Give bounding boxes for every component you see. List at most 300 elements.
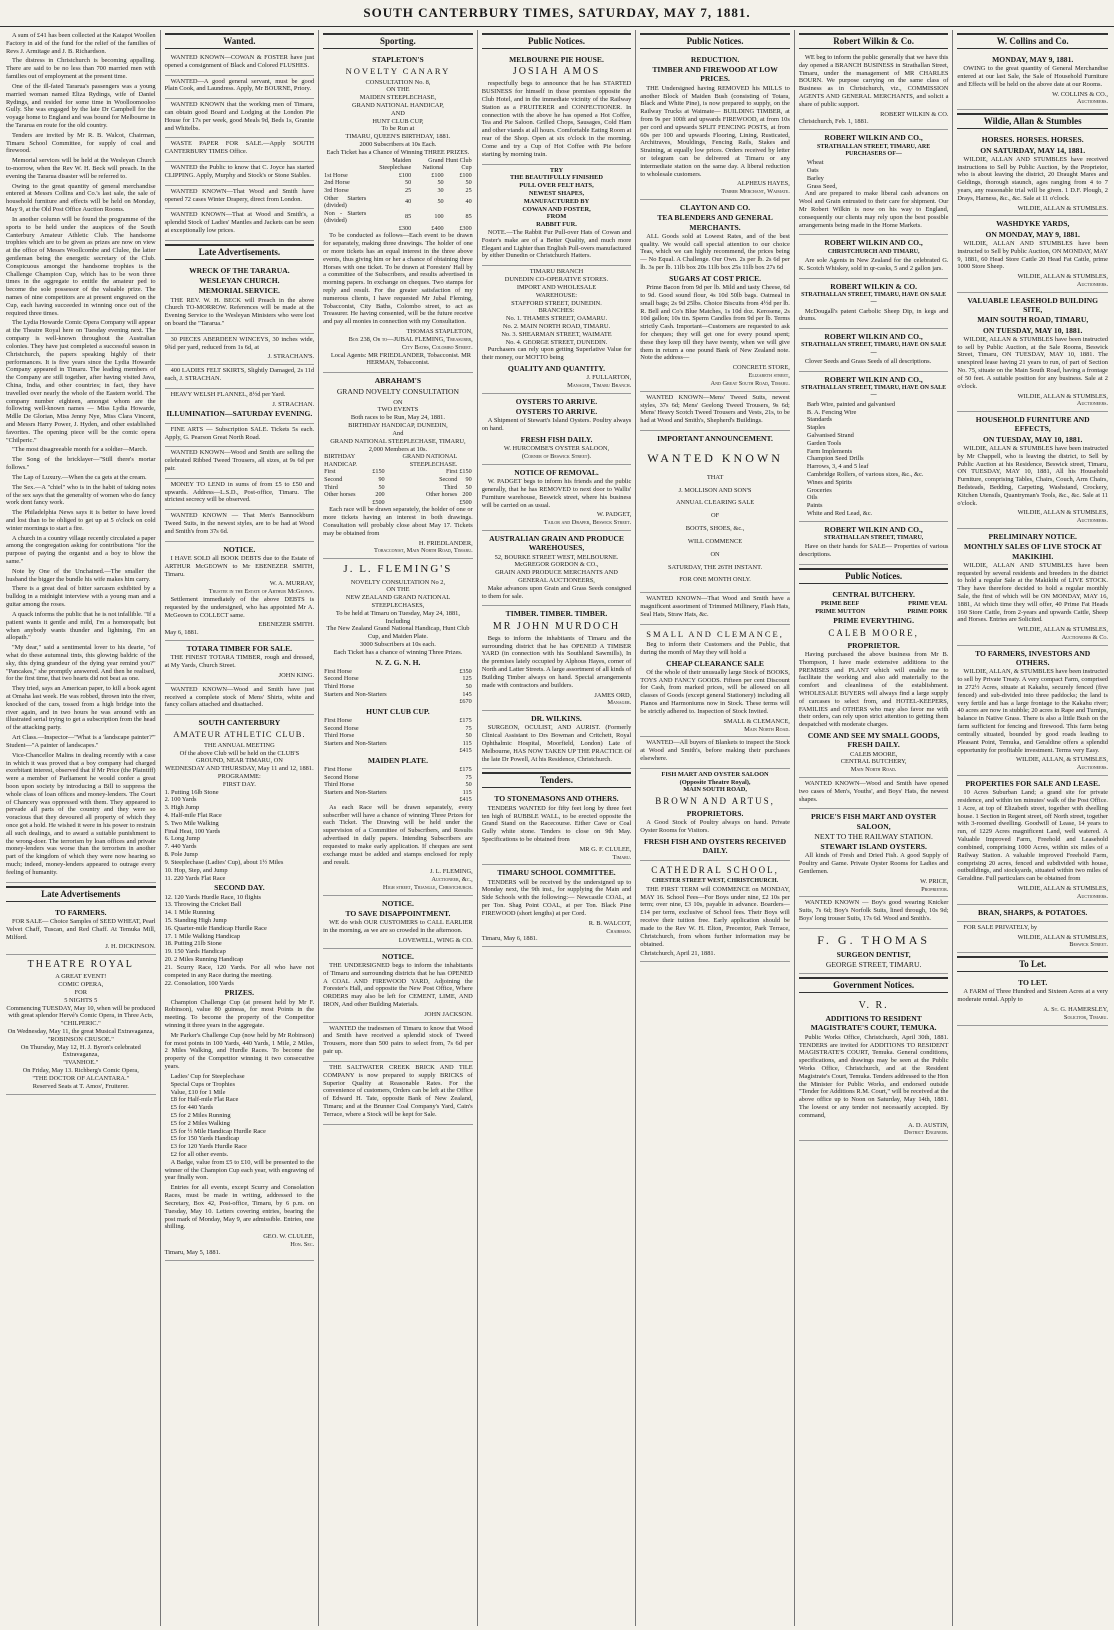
ad-line: Including bbox=[385, 617, 411, 625]
ad-signature: Main North Road. bbox=[850, 766, 897, 774]
ad-subheading: FRESH FISH AND OYSTERS RECEIVED DAILY. bbox=[643, 837, 787, 856]
ad-date: ON MONDAY, MAY 9, 1881. bbox=[985, 229, 1080, 239]
ad-line: White and Red Lead, &c. bbox=[806, 510, 873, 518]
ad-signature: JAMES ORD, bbox=[594, 691, 632, 699]
table-row bbox=[323, 698, 473, 706]
table-cell: Starters and Non-Starters bbox=[324, 739, 387, 747]
ad-line: J. MOLLISON AND SON'S bbox=[678, 486, 752, 494]
ad-tender-school-committee bbox=[482, 865, 632, 947]
ad-fine-arts bbox=[165, 424, 315, 448]
ad-line: FROM bbox=[546, 213, 567, 221]
ad-signature: WILDIE, ALLAN, & STUMBLES, bbox=[1016, 756, 1108, 764]
ad-subheading: GEORGE STREET, TIMARU. bbox=[825, 959, 922, 969]
ad-body: SURGEON, OCULIST, AND AURIST. (Formerly Clinical Assistant to Drs Bowman and Critchett, Royal Ophthalmic Hospital, Moorfield, London) Late of Melbourne, HAS NOW TAKEN UP THE PRACTICE Of the late Dr Powell, At his Residence, Christchurch. bbox=[481, 724, 632, 763]
ad-body: ALL Goods sold at Lowest Rates, and of the best quality. We would call special attention to our choice Teas, which we can highly recommend, the prices being— No Equal. A Challenge. Our Own. 2s per lb. 2s 6d per lb. 3s per lb. 11lb box 20s 11lb box 25s 11lb box 27s 6d bbox=[640, 232, 790, 272]
ad-lines bbox=[640, 771, 790, 794]
ad-body: WILDIE, ALLAN AND STUMBLES have been requested by several residents and breeders in the district to hold a regular Sale at the Makikihi of LIVE STOCK. They have therefore decided to hold a regular monthly Sale, the first of which will be ON MONDAY, MAY 16, 1881, At which time they will offer, 40 Prime Fat Heads 160 Store Cattle, from 2-years and upwards Cattle, Sheep and Horses. Entries are Solicited. bbox=[957, 561, 1108, 624]
ad-body: WANTED KNOWN—That Wood and Smith have opened 72 cases Winter Drapery, direct from London. bbox=[164, 187, 315, 203]
ad-line: BOOTS, SHOES, &c., bbox=[685, 525, 745, 533]
table-cell: 40 bbox=[465, 198, 472, 206]
ad-body: Clover Seeds and Grass Seeds of all descriptions. bbox=[804, 358, 932, 366]
ad-welsh-flannel bbox=[165, 389, 315, 424]
ad-line: BIRTHDAY HANDICAP, DUNEDIN, bbox=[348, 422, 448, 430]
ad-knicker-suits bbox=[799, 897, 949, 928]
ad-line: AND bbox=[390, 109, 405, 117]
ad-melbourne-pie-house bbox=[482, 52, 632, 165]
ad-line: RABBIT FUR. bbox=[536, 221, 577, 229]
ad-signature: Chairman. bbox=[606, 927, 632, 935]
ad-line: 11. 220 Yards Flat Race bbox=[164, 874, 226, 882]
ad-heading: WRECK OF THE TARARUA. bbox=[189, 265, 290, 275]
ad-date: Timaru, May 5, 1881. bbox=[164, 1248, 221, 1256]
ad-line: On Wednesday, May 11, the great Musical Extravaganza, bbox=[7, 1028, 154, 1036]
table-cell: 115 bbox=[462, 739, 472, 747]
table-row bbox=[323, 691, 473, 699]
column-3 bbox=[319, 30, 478, 1626]
ad-line: Farm Implements bbox=[806, 447, 853, 455]
ad-line: No. 3. SHEARMAN STREET, WAIMATE bbox=[501, 330, 612, 338]
ad-signature: A. D. AUSTIN, bbox=[908, 1121, 949, 1129]
ad-signature: Auctioneers. bbox=[1076, 98, 1108, 106]
section-header-tenders: Tenders. bbox=[482, 772, 632, 788]
table-cell: 200 bbox=[375, 491, 385, 499]
ad-body: A Badge, value from £5 to £10, will be presented to the winner of the Champion Cup each year, with engraving of year finally won. bbox=[164, 1158, 315, 1182]
ad-heading: MELBOURNE PIE HOUSE. bbox=[509, 54, 604, 64]
ad-title: V. R. bbox=[858, 1000, 889, 1011]
ad-notice-of-removal bbox=[482, 465, 632, 531]
ad-line: 13. Throwing the Cricket Ball bbox=[164, 901, 242, 909]
ad-signature: Solicitor, Timaru. bbox=[1063, 1013, 1108, 1021]
ad-subheading: TIMBER AND FIREWOOD AT LOW PRICES. bbox=[652, 65, 778, 84]
ad-heading: WASHDYKE YARDS, bbox=[996, 219, 1070, 229]
news-paragraph: Memorial services will be held at the Wesleyan Church to-morrow, when the Rev W. H. Beck will preach. In the evening the Tararua disaster will be referred to. bbox=[6, 157, 156, 180]
ad-title: CALEB MOORE, bbox=[828, 627, 919, 638]
ad-small-clemance bbox=[640, 625, 790, 738]
ad-household-furniture bbox=[957, 412, 1108, 529]
ad-line: Of the above Club will be held on the CLUB'S GROUND, NEAR TIMARU, ON bbox=[179, 749, 300, 765]
table-row bbox=[323, 468, 473, 476]
ad-body: Having purchased the above business from Mr B. Thompson, I have made extensive additions to the PREMISES and PLANT which will enable me to facilitate the working and also add materially to the comfort and cleanliness of the establishment. WHOLESALE BUYERS will always find a large supply of carcases to select from, and HOTEL-KEEPERS, FAMILIES and OTHERS who may also favor me with their orders, can rely upon strict attention to getting them despatched with moderate charges. bbox=[798, 650, 949, 729]
ad-line: NEW ZEALAND GRAND NATIONAL STEEPLECHASES, bbox=[345, 594, 451, 609]
ad-horses-sale bbox=[957, 132, 1108, 216]
section-header-public-notices: Public Notices. bbox=[799, 568, 949, 584]
newspaper-columns bbox=[2, 30, 1112, 1626]
table-cell: 25 bbox=[405, 186, 412, 194]
ad-date: Christchurch, April 21, 1881. bbox=[640, 950, 716, 958]
table-row bbox=[323, 789, 473, 797]
ad-signature: THOMAS STAPLETON, bbox=[406, 328, 473, 336]
section-header-late-advertisements: Late Advertisements bbox=[6, 886, 156, 902]
ad-shirts bbox=[165, 684, 315, 715]
ad-line: ON THE bbox=[386, 86, 410, 94]
ad-mollison-sale bbox=[640, 431, 790, 593]
ad-line: WEDNESDAY AND THURSDAY, May 11 and 12, 1881. bbox=[165, 765, 314, 773]
table-cell: 50 bbox=[465, 683, 472, 691]
ad-heading: TIMBER. TIMBER. TIMBER. bbox=[505, 609, 608, 619]
table-cell: 30 bbox=[437, 186, 444, 194]
table-cell: 3rd Horse bbox=[324, 186, 349, 194]
ad-title: MR JOHN MURDOCH bbox=[492, 620, 621, 632]
ad-line: FISH MART AND OYSTER SALOON bbox=[661, 770, 769, 778]
ad-fleming-consultation bbox=[323, 559, 473, 896]
ad-body: Beg to inform their Customers and the Public, that during the month of May they will hold a bbox=[640, 640, 790, 656]
ad-winceys bbox=[165, 334, 315, 365]
ad-body: Make advances upon Grain and Grass Seeds consigned to them for sale. bbox=[481, 584, 632, 600]
ad-heading: TIMARU SCHOOL COMMITTEE. bbox=[497, 868, 616, 878]
table-cell: 200 bbox=[462, 491, 472, 499]
table-row bbox=[323, 774, 473, 782]
ad-line: Each Ticket has a Chance of Winning THREE PRIZES. bbox=[326, 148, 470, 156]
table-row bbox=[323, 491, 473, 499]
ad-line: NEWEST SHAPES, bbox=[528, 189, 585, 197]
table-cell bbox=[323, 747, 445, 755]
ad-line: COWAN AND FOSTER, bbox=[522, 205, 591, 213]
ad-signature: J. L. FLEMING, bbox=[429, 868, 473, 876]
ad-line: And bbox=[392, 429, 404, 437]
ad-wilkin-properties bbox=[799, 522, 949, 565]
ad-heading: IMPORTANT ANNOUNCEMENT. bbox=[657, 433, 773, 443]
ad-body: WANTED the tradesmen of Timaru to know that Wood and Smith have received a splendid stock of Tweed Trousers, more than 500 pairs to select from, 7s 6d per pair up. bbox=[323, 1024, 473, 1056]
table-cell: 40 bbox=[405, 198, 412, 206]
ad-date: ON TUESDAY, MAY 10, 1881. bbox=[983, 434, 1083, 444]
ad-mens-suits bbox=[640, 392, 790, 431]
ad-title: AMATEUR ATHLETIC CLUB. bbox=[173, 729, 306, 740]
ad-line: No. 1. THAMES STREET, OAMARU. bbox=[505, 315, 608, 323]
ad-body: Local Agents: MR FRIEDLANDER, Tobacconist. MR HERMAN, Tobacconist. bbox=[330, 351, 472, 367]
ad-line: COMIC OPERA, bbox=[58, 981, 104, 989]
table-row bbox=[323, 187, 473, 195]
table-cell: Other Starters (divided) bbox=[324, 194, 367, 210]
ad-heading: TO FARMERS, INVESTORS AND OTHERS. bbox=[975, 648, 1091, 668]
ad-line: 1. Putting 16lb Stone bbox=[164, 788, 219, 796]
ad-line: BRANCHES: bbox=[538, 307, 575, 315]
ad-subheading: COME AND SEE MY SMALL GOODS, FRESH DAILY. bbox=[807, 731, 940, 750]
ad-heading: TO FARMERS. bbox=[54, 907, 107, 917]
ad-body: OWING to the great quantity of General Merchandise entered at our last Sale, the Sale of Household Furniture and Effects will be held on the above date at our Rooms. bbox=[957, 65, 1108, 88]
table-cell: Third Horse bbox=[324, 732, 355, 740]
ad-millinery bbox=[640, 593, 790, 624]
ad-line: "ROBINSON CRUSOE." bbox=[47, 1035, 114, 1043]
ad-signature: J. H. DICKINSON. bbox=[105, 943, 156, 951]
table-cell: 2nd Horse bbox=[324, 179, 350, 187]
ad-subheading: PRIZES. bbox=[224, 988, 255, 998]
ad-body: WANTED KNOWN—COWAN & FOSTER have just opened a consignment of Black and Colored FLUSHES. bbox=[164, 53, 315, 69]
ad-body: WANTED KNOWN — Boy's good wearing Knicker Suits, 7s 6d; Boy's Norfolk Suits, lined through, 10s 9d; Boys' long trouser Suits, 17s 6d. Wood and Smith's. bbox=[798, 899, 949, 923]
ad-signature: Hon. Sec. bbox=[290, 1240, 315, 1248]
table-row bbox=[323, 796, 473, 804]
ad-line: ON THE bbox=[386, 586, 410, 594]
section-header-sporting: Sporting. bbox=[323, 33, 473, 49]
ad-heading: PRELIMINARY NOTICE. bbox=[988, 532, 1077, 541]
table-row bbox=[323, 476, 473, 484]
ad-body: Are sole Agents in New Zealand for the celebrated G. K. Scotch Whiskey, sold in qr-casks, 5 and 2 gallon jars. bbox=[798, 257, 949, 272]
wanted-ad bbox=[165, 76, 315, 100]
ad-line: Both races to be Run, May 24, 1881. bbox=[350, 414, 445, 422]
prize-table bbox=[323, 766, 473, 804]
ad-lines bbox=[799, 159, 949, 190]
ad-line: Wheat bbox=[806, 159, 824, 167]
table-cell: £670 bbox=[459, 698, 472, 706]
ad-body: Entries for all events, except Scurry and Consolation Races, must be made in writing, addressed to the Secretary, Box 42, Post-office, Timaru, by 6 p.m. on Tuesday, May 10. Letters covering entries, bearing the post mark of Monday, May 9, are admissible. Entries, one shilling. bbox=[164, 1184, 315, 1231]
prize-list bbox=[165, 1073, 315, 1159]
table-row bbox=[323, 210, 473, 225]
ad-subheading: N. Z. G. N. H. bbox=[375, 657, 421, 667]
ad-line: GRAND NATIONAL STEEPLECHASE, TIMARU, bbox=[330, 437, 466, 445]
table-cell: £175 bbox=[459, 766, 472, 774]
table-cell: 50 bbox=[437, 198, 444, 206]
news-paragraph: Vice-Chancellor Malins in dealing recently with a case in which it was proved that a boy company had charged exorbitant interest, observed that if Mr Price (the Plaintiff) were a member of Parliament he would confer a great boon upon society by introducing a Bill to suppress the whole class of loan offices and money-lenders. The Court of Chancery was oppressed with them. They appeared to pervade all parts of the country and they were so voracious that they devoured all property of which they once got a hold. He wished it were in his power to restrain all such dealings, and to award a suitable punishment to the wrong-doer. The terrorism by loan offices and private money-lenders was worse than the terrorism in another part of the kingdom of which they were now hearing so much; indeed, money-lenders appeared to outrage every feeling of humanity. bbox=[6, 751, 156, 876]
ad-line: Grass Seed, bbox=[806, 182, 838, 190]
ad-price-fish-mart bbox=[799, 809, 949, 897]
ad-heading: DR. WILKINS. bbox=[531, 714, 582, 724]
ad-line: 52, BOURKE STREET WEST, MELBOURNE. bbox=[494, 553, 619, 561]
ad-heading: TO STONEMASONS AND OTHERS. bbox=[494, 794, 619, 804]
ad-body: Have on their hands for SALE— Properties of various descriptions. bbox=[798, 543, 949, 559]
ad-line: ON bbox=[393, 398, 403, 406]
ad-body: TENDERS WANTED for fifty feet long by three feet ten high of RUBBLE WALL, to be erected opposite the Grand Stand on the Racecourse. Either Cave or Coal Gully white stone. Tenders to close on 9th May. Specifications to be obtained from bbox=[481, 804, 632, 843]
ad-body: A Good Stock of Poultry always on hand. Private Oyster Rooms for Visitors. bbox=[640, 819, 790, 835]
ad-subheading: CHEAP CLEARANCE SALE bbox=[666, 658, 765, 668]
ad-wilkin-purchasers bbox=[799, 130, 949, 235]
ad-bran-potatoes bbox=[957, 905, 1108, 922]
ad-wilkin-seeds bbox=[799, 329, 949, 372]
ad-title: ROBERT WILKIN & CO. bbox=[830, 281, 918, 291]
table-cell: Other horses bbox=[324, 491, 356, 499]
ad-signature: Auctioneers. bbox=[1076, 400, 1108, 408]
ad-subheading: PROPRIETORS. bbox=[686, 809, 744, 819]
table-row bbox=[323, 717, 473, 725]
news-paragraph: "The most disagreeable month for a soldier—March. bbox=[12, 446, 148, 454]
ad-line: NOVELTY CONSULTATION No 2, bbox=[350, 578, 446, 586]
ad-felt-skirts bbox=[165, 365, 315, 389]
ad-line: WAREHOUSE: bbox=[535, 291, 578, 299]
ad-line: Reserved Seats at T. Amos', Fruiterer. bbox=[32, 1082, 129, 1090]
table-cell: Maiden Steeplechase bbox=[379, 156, 412, 172]
ad-government-tender bbox=[799, 996, 949, 1141]
table-cell: 50 bbox=[378, 483, 385, 491]
table-row bbox=[323, 668, 473, 676]
news-paragraph: They tried, says an American paper, to kill a book agent at Omaha last week. He was robbed, thrown into the river, knocked of the cars, tossed from a high bridge into the river again, and in two hours he was around with an illustrated serial trying to get a subscription from the head of the attacking party. bbox=[6, 685, 156, 732]
ad-signature: SMALL & CLEMANCE, bbox=[723, 717, 790, 725]
ad-heading: BRAN, SHARPS, & POTATOES. bbox=[978, 907, 1088, 917]
ad-body: McDougall's patent Carbolic Sheep Dip, in kegs and drums. bbox=[798, 307, 949, 323]
ad-body: FOR SALE— Choice Samples of SEED WHEAT, Pearl Velvet Chaff, Tuscan, and Red Chaff. At Temuka Mill, Milford. bbox=[6, 917, 156, 941]
ad-line: 12. 120 Yards Hurdle Race, 10 flights bbox=[164, 893, 261, 901]
ad-signature: J. FULLARTON, bbox=[586, 374, 632, 382]
ad-line: Cambridge Rollers, of various sizes, &c., &c. bbox=[806, 471, 924, 479]
ad-stapleton-consultation bbox=[323, 52, 473, 373]
table-cell: Third bbox=[324, 483, 338, 491]
ad-notice-disappointment bbox=[323, 896, 473, 949]
ad-ribbed-trousers bbox=[165, 447, 315, 478]
ad-timber-yard bbox=[482, 606, 632, 711]
ad-signature: Auctioneers. bbox=[1076, 764, 1108, 772]
ad-signature: CONCRETE STORE, bbox=[732, 364, 790, 372]
ad-heading: ABRAHAM'S bbox=[374, 376, 422, 386]
ad-line: £5 for ½ Mile Handicap Hurdle Race bbox=[170, 1127, 266, 1135]
news-paragraph: There is a great deal of bitter sarcasm exhibited by a bulldog in a midnight interview with a young man and a guitar among the roses. bbox=[6, 585, 156, 609]
section-header-public-notices: Public Notices. bbox=[482, 33, 632, 49]
ad-line: Special Cups or Trophies bbox=[170, 1080, 236, 1088]
ad-collins-sale bbox=[957, 52, 1108, 110]
ad-body: WILDIE, ALLAN & STUMBLES have been instructed by Mr Chappell, who is leaving the district, to Sell by Public Auction at his Residence, Beswick street, Timaru, ON TUESDAY, MAY 10, 1881, All his Household Furniture, comprising Tables, Chairs, Couch, Arm Chairs, Bedsteads, Bedding, Carpeting, Washstand, Crockery, Kitchen Utensils, Quantryman's Tools, &c., &c. Sale at 11 o'clock. bbox=[957, 444, 1108, 507]
ad-body: WASTE PAPER FOR SALE.—Apply SOUTH CANTERBURY TIMES Office. bbox=[164, 140, 315, 156]
ad-signature: EBENEZER SMITH. bbox=[258, 621, 315, 629]
ad-body: And are prepared to make liberal cash advances on Wool and Grain entrusted to their care for shipment. Our Mr Robert Wilkin is now on his way to England, consequently our clients may rely upon the best possible arrangements being made in the Home Markets. bbox=[798, 190, 949, 229]
ad-signature: WILDIE, ALLAN & STUMBLES, bbox=[1017, 626, 1108, 634]
prize-table bbox=[323, 157, 473, 233]
ad-oysters bbox=[482, 394, 632, 465]
ad-subheading: SUGARS AT COST PRICE. bbox=[669, 273, 762, 283]
ad-heading: PRICE'S FISH MART AND OYSTER SALOON, bbox=[810, 812, 937, 831]
table-row bbox=[323, 157, 473, 172]
ad-cathedral-school bbox=[640, 861, 790, 963]
ad-lines bbox=[323, 579, 473, 657]
ad-dentist bbox=[799, 929, 949, 974]
ad-title: BROWN AND ARTUS, bbox=[655, 796, 775, 807]
ad-line: 3000 Subscribers at 10s each. bbox=[360, 641, 436, 649]
ad-subheading: WESLEYAN CHURCH. bbox=[199, 276, 280, 285]
ad-central-butchery bbox=[799, 587, 949, 778]
ad-body: W. PADGET begs to inform his friends and the public generally, that he has REMOVED to next door to Wallis' Furniture warehouse, Beswick street, where his business will be carried on as usual. bbox=[481, 478, 632, 509]
table-cell: 50 bbox=[437, 179, 444, 187]
ad-tweed-suits bbox=[165, 510, 315, 541]
table-cell: 50 bbox=[465, 732, 472, 740]
table-cell bbox=[323, 796, 445, 804]
news-paragraph: A quack informs the public that he is not infallible. "If a patient wants it gentle and mild, I'm a homœopath; but when anybody wants thunder and lightning, I'm an allopath." bbox=[6, 610, 156, 642]
ad-signature: City Baths, Colombo Street. bbox=[401, 343, 473, 351]
ad-subheading: SECOND DAY. bbox=[214, 883, 265, 893]
ad-signature: District Engineer. bbox=[904, 1129, 949, 1137]
table-cell: First Horse bbox=[324, 667, 352, 675]
ad-line: GRAND NATIONAL HANDICAP, bbox=[351, 102, 444, 110]
ad-title: ROBERT WILKIN AND CO., bbox=[824, 133, 923, 143]
ad-subheading: NEXT TO THE RAILWAY STATION. bbox=[814, 831, 933, 841]
ad-line: 14. 1 Mile Running bbox=[164, 909, 215, 917]
ad-body: respectfully begs to announce that he has STARTED BUSINESS for himself in those premises opposite the Club Hotel, and in the immediate vicinity of the Railway Station as a FRUITERER and CONFECTIONER. In connection with the above he has opened a Hot Coffee, Tea and Pie Saloon. Grilled Chops, Sausages, Cold Ham and other viands at all hours. Comfortable Eating Room at rear of the Shop. Open at six o'clock in the morning. Come and try a Cup of Hot Coffee with Pie before starting by morning train. bbox=[481, 80, 632, 158]
table-cell: Starters and Non-Starters bbox=[324, 788, 387, 796]
table-row bbox=[323, 195, 473, 210]
ad-heading: CLAYTON AND CO. bbox=[679, 203, 751, 213]
ad-lines bbox=[482, 167, 632, 230]
ad-line: Value, £10 for 1 Mile bbox=[170, 1088, 226, 1096]
ad-body: 30 PIECES ABERDEEN WINCEYS, 30 inches wide, 9¾d per yard, reduced from 1s 6d, at bbox=[164, 335, 315, 351]
ad-preliminary-notice bbox=[957, 529, 1108, 646]
ad-date: ON SATURDAY, MAY 14, 1881. bbox=[980, 145, 1086, 155]
ad-abraham-consultation bbox=[323, 373, 473, 559]
ad-signature: Manager, Timaru Branch. bbox=[567, 382, 632, 390]
table-row bbox=[323, 484, 473, 492]
ad-signature: CENTRAL BUTCHERY, bbox=[840, 758, 907, 766]
ad-line: ANNUAL CLEARING SALE bbox=[675, 499, 755, 507]
table-cell: Second Horse bbox=[324, 675, 359, 683]
ad-body: NOTE.—The Rabbit Fur Pull-over Hats of Cowan and Foster's make are of a Better Quality, and much more Elegant and Lighter than English Pull-overs manufactured by either Dunedin or Christchurch Hatters. bbox=[481, 229, 632, 260]
wanted-ads bbox=[165, 52, 315, 241]
ad-body: THE FIRST TERM will COMMENCE on MONDAY, MAY 16. School Fees—For Boys under nine, £2 10s per term; over nine, £3 10s, payable in advance. Boarders—£14 per term, exclusive of School fees. Their Boys will receive their tuition free. Early application should be made to the Rev W. H. Elton, Precentor, Park Terrace, Christchurch, from whom further information may be obtained. bbox=[640, 885, 790, 948]
ad-subheading: STRATHALLAN STREET, TIMARU, HAVE ON SALE— bbox=[801, 342, 947, 356]
ad-body: WANTED KNOWN—That at Wood and Smith's, a splendid Stock of Ladies' Mantles and Jackets can be seen at exceptionally low prices. bbox=[164, 211, 315, 234]
ad-title: THEATRE ROYAL bbox=[27, 959, 134, 971]
table-cell: 100 bbox=[434, 213, 444, 221]
table-cell: Second bbox=[439, 476, 458, 484]
ad-wilkin-sheep-dip bbox=[799, 279, 949, 330]
ad-line: On Friday, May 13. Richberg's Comic Opera, bbox=[22, 1067, 139, 1075]
ad-farm-to-let bbox=[957, 975, 1108, 1026]
news-paragraph: The Lydia Howarde Comic Opera Company will appear at the Theatre Royal here on Tuesday evening next. The company is well-known throughout the Australian colonies. They have just completed a successful season in Christchurch, the papers speaking highly of their performances. It is five years since the Lydia Howarde Company appeared in Timaru. The leading members of the Company are still together, after having visited Java, China, India, and other countries; in fact, they have travelled over nearly the whole of the Eastern world. The company number eighteen, amongst whom are the following well-known names — Miss Lydia Howarde, Mdlle De Glorian, Miss Jenny Nye, Miss Clara Vincent, and Messrs Harry Power, J. Hyden, and other established favorites. The opening piece will be the comic opera "Chilperic." bbox=[6, 319, 156, 444]
ad-signature: W. PADGET, bbox=[596, 511, 632, 519]
table-cell: Third bbox=[443, 483, 458, 491]
ad-body: WILDIE, ALLAN & STUMBLES have been instructed to sell by Public Auction, at the Sale Rooms, Beswick Street, Timaru, ON TUESDAY, MAY 10, 1881. The unexpired lease having 21 years to run, of part of Section No. 75, situate on the Main South Road, having a frontage of 50 feet. A suitable position for any business. Sale at 2 o'clock. bbox=[957, 335, 1108, 390]
ad-body: Each race will be drawn separately, the holder of one or more tickets having an interest in both drawings. Consultation will probably close about May 17. Tickets may be obtained from bbox=[323, 506, 473, 537]
ad-wilkin-branch bbox=[799, 52, 949, 130]
ad-body: THE SALTWATER CREEK BRICK AND TILE COMPANY is now prepared to supply BRICKS of Superior Quality at Reasonable Rates. For the convenience of customers, Orders can be left at the Office of Edward H. Tate, opposite Bank of New Zealand, Timaru; and at the Brunner Coal Company's Yard, Cain's Terrace, where a Stock will be kept for Sale. bbox=[323, 1063, 473, 1118]
table-cell: Second bbox=[324, 476, 343, 484]
ad-body: WE do wish OUR CUSTOMERS to CALL EARLIER in the morning, as we are so crowded in the afternoon. bbox=[323, 919, 473, 935]
ad-line: A GREAT EVENT! bbox=[55, 973, 107, 981]
wanted-ad bbox=[165, 99, 315, 138]
ad-signature: H. FRIEDLANDER, bbox=[418, 539, 473, 547]
ad-subheading: STRATHALLAN STREET, TIMARU, bbox=[823, 535, 924, 542]
ad-signature: Main North Road. bbox=[744, 725, 790, 733]
ad-felt-hats bbox=[482, 165, 632, 267]
ad-signature: GEO. W. CLULEE, bbox=[263, 1233, 315, 1241]
table-cell: £175 bbox=[459, 716, 472, 724]
table-cell: £300 bbox=[459, 224, 472, 232]
ad-heading: NOTICE. bbox=[381, 898, 414, 908]
ad-signature: WILDIE, ALLAN & STUMBLES, bbox=[1017, 392, 1108, 400]
ad-line: "THE DOCTOR OF ALCANTARA." bbox=[32, 1074, 130, 1082]
ad-signature: Timber Merchant, Waimate. bbox=[721, 188, 790, 196]
ad-heading: NOTICE OF REMOVAL. bbox=[514, 467, 599, 477]
table-cell: £350 bbox=[459, 667, 472, 675]
ad-leasehold-site bbox=[957, 293, 1108, 412]
ad-body: MONEY TO LEND in sums of from £5 to £50 and upwards. Address—L.S.D., Post-office, Timaru. The strictest secrecy will be observed. bbox=[164, 480, 315, 504]
ad-note: ILLUMINATION—SATURDAY EVENING. bbox=[166, 409, 313, 419]
ad-line: Staples bbox=[806, 424, 826, 432]
table-cell: Third Horse bbox=[324, 781, 355, 789]
table-cell: PRIME MUTTON bbox=[815, 607, 866, 615]
ad-lines bbox=[482, 554, 632, 585]
ad-cooperative-stores bbox=[482, 266, 632, 394]
table-cell: Third Horse bbox=[324, 683, 355, 691]
wanted-ad bbox=[165, 52, 315, 76]
ad-signature: Manager. bbox=[607, 699, 632, 707]
ad-body: FINE ARTS — Subscription SALE. Tickets 5s each. Apply, G. Pearson Great North Road. bbox=[164, 425, 315, 441]
ad-line: OF bbox=[710, 512, 720, 520]
table-cell: 50 bbox=[405, 179, 412, 187]
table-cell: First bbox=[445, 468, 458, 476]
ad-subheading: FRESH FISH DAILY. bbox=[520, 435, 593, 445]
ad-line: Wines and Spirits bbox=[806, 478, 853, 486]
ad-heading: TO LET. bbox=[1018, 978, 1048, 988]
ad-line: FOR bbox=[74, 988, 87, 996]
table-cell: Non - Starters (divided) bbox=[324, 209, 367, 225]
ad-farm-investors bbox=[957, 646, 1108, 776]
ad-line: MANUFACTURED BY bbox=[523, 197, 590, 205]
ad-signature: Box 238, Or to—JUBAL FLEMING, Treasurer, bbox=[348, 335, 473, 343]
news-paragraph: Owing to the great quantity of general merchandise entered at Messrs Collins and Co.'s last sale, the sale of household furniture and effects will be held on Monday, May 9, at the Old Post Office Auction Rooms. bbox=[6, 182, 156, 214]
ad-title: NOVELTY CANARY bbox=[345, 66, 451, 77]
ad-title: ROBERT WILKIN AND CO., bbox=[824, 524, 923, 534]
ad-line: £5 for 150 Yards Handicap bbox=[170, 1135, 240, 1143]
ad-lines bbox=[482, 268, 632, 346]
table-cell: First Horse bbox=[324, 766, 352, 774]
ad-line: Barley bbox=[806, 174, 824, 182]
table-cell: PRIME PORK bbox=[907, 607, 948, 615]
ad-notice-coal-yard bbox=[323, 949, 473, 1023]
ad-heading: OYSTERS TO ARRIVE. bbox=[515, 407, 598, 417]
ad-line: STAFFORD STREET, DUNEDIN. bbox=[511, 299, 602, 307]
